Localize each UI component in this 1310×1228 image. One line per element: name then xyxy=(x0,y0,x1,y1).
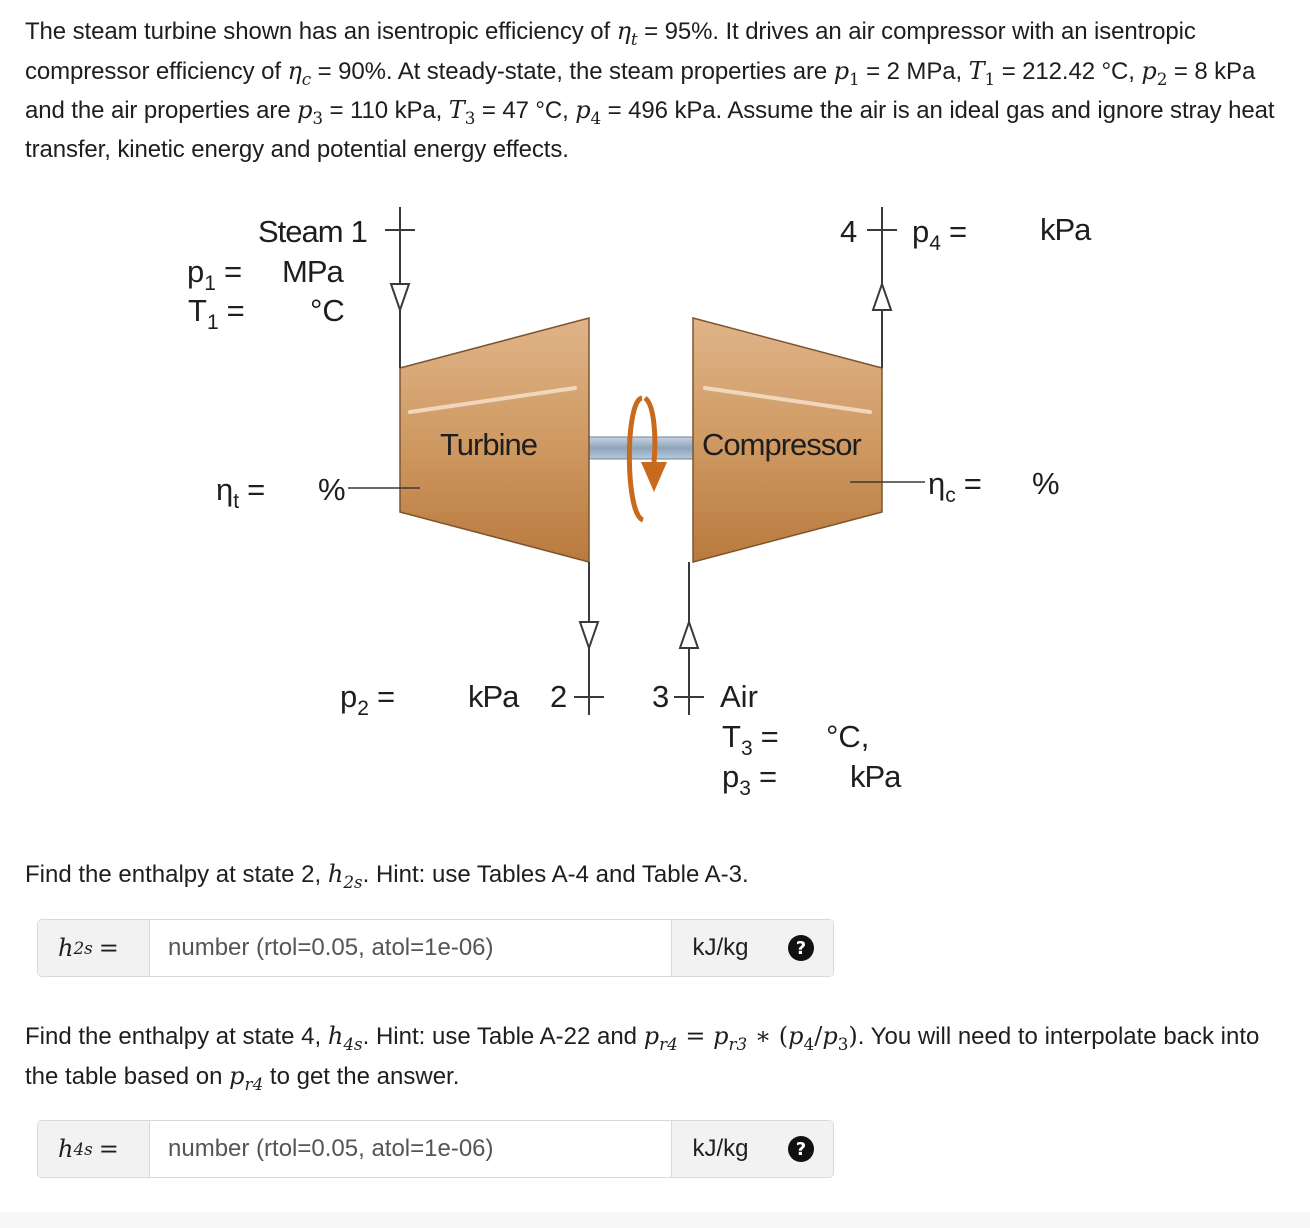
question-h2s xyxy=(25,855,1287,895)
state-3-label: 3 xyxy=(652,679,670,714)
pr3-subscript: r3 xyxy=(728,1033,748,1054)
T3-subscript: 3 xyxy=(464,107,476,128)
equals-sign: = xyxy=(677,1022,714,1050)
h-subscript: 2s xyxy=(343,871,363,892)
svg-text:p1= xyxy=(187,254,242,295)
p1-subscript: 1 xyxy=(848,68,860,89)
equals-sign: = xyxy=(223,254,243,289)
p1-symbol: p xyxy=(833,56,849,85)
equals-sign: = xyxy=(758,759,778,794)
eta-t-label-sub: t xyxy=(233,490,240,513)
problem-text: = 90%. At steady-state, the steam properties are xyxy=(311,57,834,85)
problem-text: = 110 kPa, xyxy=(322,97,449,124)
kpa-unit: kPa xyxy=(1040,212,1091,247)
p2-symbol: p xyxy=(1141,56,1157,85)
T1-label: T xyxy=(188,293,207,328)
pr4-subscript: r4 xyxy=(659,1033,678,1054)
unit-label: kJ/kg xyxy=(671,920,769,976)
turbine-outlet-line xyxy=(574,562,604,715)
svg-text:T1= xyxy=(188,293,245,334)
equals-sign: = xyxy=(98,1135,119,1163)
question-text: . Hint: use Table A-22 and xyxy=(362,1023,644,1050)
question-h4s xyxy=(25,1017,1287,1096)
h-symbol: h xyxy=(327,1022,344,1050)
question-text: . You will need to interpolate back into the table based on xyxy=(25,1023,1260,1090)
turbine-label: Turbine xyxy=(440,427,537,462)
question-text: to get the answer. xyxy=(263,1062,460,1090)
answer-row-h4s xyxy=(37,1120,834,1178)
eta-c-label-sub: c xyxy=(945,484,956,507)
p3-subscript: 3 xyxy=(837,1033,849,1054)
eta-c-symbol: η xyxy=(287,56,302,85)
p3-label-sub: 3 xyxy=(739,777,751,800)
operator: ) xyxy=(848,1022,858,1050)
p4-label-sub: 4 xyxy=(929,232,941,255)
problem-text: = 496 kPa. Assume the air is an ideal gas and ignore stray heat transfer, kinetic energy and potential energy effects. xyxy=(25,97,1275,163)
T1-label-sub: 1 xyxy=(206,311,219,334)
eta-c-subscript: c xyxy=(301,68,312,89)
kpa-unit: kPa xyxy=(468,679,519,714)
p1-label-sub: 1 xyxy=(204,272,216,295)
kpa-unit: kPa xyxy=(850,759,901,794)
h-subscript: 4s xyxy=(343,1033,363,1054)
operator: ∗ ( xyxy=(747,1022,789,1050)
problem-text: = 95%. It drives an air compressor with an isentropic compressor efficiency of xyxy=(25,18,1196,85)
equals-sign: = xyxy=(247,472,266,507)
p4-subscript: 4 xyxy=(590,107,602,128)
steam-inlet-line xyxy=(385,207,415,368)
T3-label: T xyxy=(722,719,741,754)
question-text: Find the enthalpy at state 2, xyxy=(25,861,328,888)
eta-c-label: η xyxy=(928,466,946,501)
p2-label: p xyxy=(340,679,358,714)
p1-label: p xyxy=(187,254,205,289)
degc-unit: °C, xyxy=(826,719,870,754)
compressor-outlet-line xyxy=(867,207,897,368)
air-label: Air xyxy=(720,679,758,714)
equals-sign: = xyxy=(963,466,982,501)
page-footer-band xyxy=(0,1212,1310,1228)
answer-label: h 2s = xyxy=(38,920,150,976)
unit-label: kJ/kg xyxy=(671,1121,769,1177)
compressor-inlet-line xyxy=(674,562,704,715)
problem-text: = 212.42 °C, xyxy=(995,57,1142,85)
svg-text:p2= xyxy=(340,679,395,720)
pr3-symbol: p xyxy=(713,1022,729,1050)
help-button[interactable] xyxy=(769,920,833,976)
state-4-label: 4 xyxy=(840,214,858,249)
steam-label: Steam xyxy=(258,214,343,249)
equals-sign: = xyxy=(376,679,396,714)
degc-unit: °C xyxy=(310,293,345,328)
answer-label: h 4s = xyxy=(38,1121,150,1177)
svg-text:ηt= xyxy=(216,472,265,513)
equals-sign: = xyxy=(98,934,119,962)
T1-symbol: T xyxy=(968,56,985,85)
T3-symbol: T xyxy=(448,96,465,124)
svg-text:p4= xyxy=(912,214,967,255)
answer-row-h2s xyxy=(37,919,834,977)
p4-symbol: p xyxy=(575,96,591,124)
equals-sign: = xyxy=(948,214,968,249)
p3-label: p xyxy=(722,759,740,794)
h-symbol: h xyxy=(58,934,74,962)
p4-symbol: p xyxy=(788,1022,804,1050)
svg-text:T3= xyxy=(722,719,779,760)
state-1-label: 1 xyxy=(350,214,367,249)
svg-text:ηc= xyxy=(928,466,982,507)
problem-text: = 47 °C, xyxy=(475,97,576,124)
p3-symbol: p xyxy=(297,96,313,124)
question-text: Find the enthalpy at state 4, xyxy=(25,1023,328,1050)
p3-subscript: 3 xyxy=(312,107,323,128)
question-mark-icon: ? xyxy=(788,935,814,961)
h4s-answer-input[interactable] xyxy=(150,1121,671,1177)
pr4-subscript: r4 xyxy=(244,1073,264,1094)
svg-text:Steam1 xyxy=(258,214,367,249)
shaft xyxy=(588,437,698,459)
T3-label-sub: 3 xyxy=(740,737,753,760)
p2-subscript: 2 xyxy=(1156,68,1168,89)
T1-subscript: 1 xyxy=(984,68,996,89)
question-text: . Hint: use Tables A-4 and Table A-3. xyxy=(362,861,749,888)
problem-text: = 8 kPa and the air properties are xyxy=(25,57,1256,124)
operator: / xyxy=(814,1022,823,1050)
p3-symbol: p xyxy=(822,1022,838,1050)
h2s-answer-input[interactable] xyxy=(150,920,671,976)
question-mark-icon: ? xyxy=(788,1136,814,1162)
percent-unit: % xyxy=(1032,466,1060,501)
eta-t-symbol: η xyxy=(616,17,631,45)
p2-label-sub: 2 xyxy=(357,697,369,720)
help-button[interactable] xyxy=(769,1121,833,1177)
problem-text: = 2 MPa, xyxy=(859,57,969,85)
pr4-symbol: p xyxy=(229,1061,245,1090)
p4-label: p xyxy=(912,214,930,249)
h-symbol: h xyxy=(327,860,344,888)
pr4-symbol: p xyxy=(643,1022,660,1050)
h-symbol: h xyxy=(58,1135,74,1163)
p4-subscript: 4 xyxy=(803,1033,815,1054)
eta-t-subscript: t xyxy=(630,28,638,49)
equals-sign: = xyxy=(760,719,779,754)
eta-t-label: η xyxy=(216,472,234,507)
problem-text: The steam turbine shown has an isentropic efficiency of xyxy=(25,18,617,45)
compressor-label: Compressor xyxy=(702,427,861,462)
mpa-unit: MPa xyxy=(282,254,343,289)
equals-sign: = xyxy=(226,293,245,328)
svg-text:p3= xyxy=(722,759,777,800)
percent-unit: % xyxy=(318,472,346,507)
state-2-label: 2 xyxy=(550,679,568,714)
